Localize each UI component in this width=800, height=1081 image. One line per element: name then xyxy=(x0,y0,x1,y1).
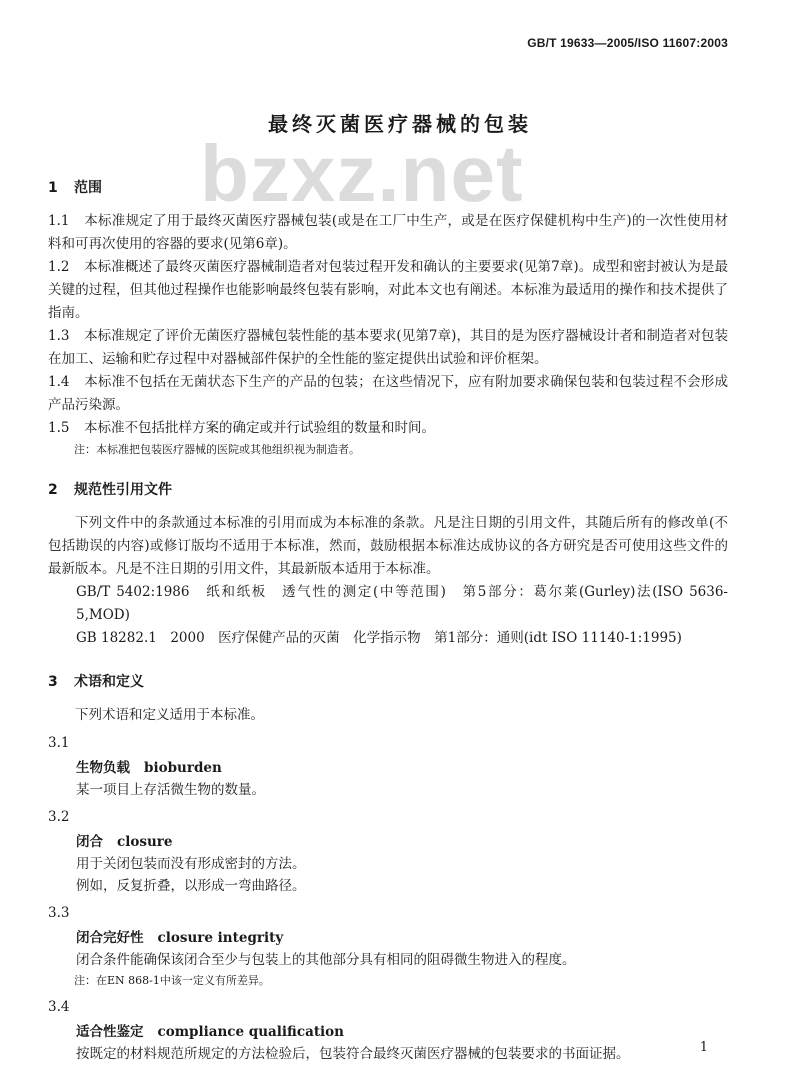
section-heading xyxy=(48,480,728,500)
term-en: closure xyxy=(117,834,173,850)
term-number: 3.1 xyxy=(48,735,70,751)
term-entry xyxy=(48,927,728,949)
note: 注：本标准把包装医疗器械的医院或其他组织视为制造者。 xyxy=(74,443,360,456)
document-body xyxy=(48,178,728,1065)
section-number: 1 xyxy=(48,180,58,196)
page-number: 1 xyxy=(699,1040,708,1055)
term-zh: 生物负载 xyxy=(76,760,130,776)
term-definition: 按既定的材料规范所规定的方法检验后，包装符合最终灭菌医疗器械的包装要求的书面证据。 xyxy=(76,1046,630,1062)
section-title: 规范性引用文件 xyxy=(74,482,172,498)
document-title: 最终灭菌医疗器械的包装 xyxy=(268,112,532,136)
term-en: compliance qualification xyxy=(157,1024,345,1040)
clause-1-2: 1.2 本标准概述了最终灭菌医疗器械制造者对包装过程开发和确认的主要要求(见第7章)。成型和密封被认为是最关键的过程，但其他过程操作也能影响最终包装有影响，对此本文也有阐述。本标准为最适用的操作和技术提供了指南。 xyxy=(48,259,728,321)
watermark: bzxz.net xyxy=(200,129,524,218)
normative-reference: GB 18282.1 2000 医疗保健产品的灭菌 化学指示物 第1部分：通则(idt ISO 11140-1:1995) xyxy=(76,630,682,646)
term-definition: 用于关闭包装而没有形成密封的方法。 xyxy=(76,856,306,872)
section-title: 范围 xyxy=(74,180,102,196)
note: 注：在EN 868-1中该一定义有所差异。 xyxy=(74,974,270,987)
term-example: 例如，反复折叠，以形成一弯曲路径。 xyxy=(76,878,306,894)
section-heading xyxy=(48,672,728,692)
section-title: 术语和定义 xyxy=(74,674,144,690)
clause-1-4: 1.4 本标准不包括在无菌状态下生产的产品的包装；在这些情况下，应有附加要求确保包装和包装过程不会形成产品污染源。 xyxy=(48,374,728,413)
section-number: 2 xyxy=(48,482,58,498)
term-number: 3.4 xyxy=(48,999,70,1015)
section-intro: 下列术语和定义适用于本标准。 xyxy=(75,707,264,723)
standard-code: GB/T 19633—2005/ISO 11607:2003 xyxy=(527,36,728,50)
normative-reference: GB/T 5402:1986 纸和纸板 透气性的测定(中等范围) 第5部分：葛尔莱(Gurley)法(ISO 5636-5,MOD) xyxy=(76,584,728,623)
section-heading xyxy=(48,178,728,198)
term-en: bioburden xyxy=(144,760,222,776)
section-intro: 下列文件中的条款通过本标准的引用而成为本标准的条款。凡是注日期的引用文件，其随后所有的修改单(不包括勘误的内容)或修订版均不适用于本标准，然而，鼓励根据本标准达成协议的各方研究是否可使用这些文件的最新版本。凡是不注日期的引用文件，其最新版本适用于本标准。 xyxy=(48,515,728,577)
term-definition: 某一项目上存活微生物的数量。 xyxy=(76,782,265,798)
term-entry xyxy=(48,831,728,853)
term-number: 3.2 xyxy=(48,809,70,825)
term-entry xyxy=(48,757,728,779)
term-zh: 闭合完好性 xyxy=(76,930,144,946)
term-en: closure integrity xyxy=(157,930,284,946)
term-entry xyxy=(48,1021,728,1043)
clause-1-3: 1.3 本标准规定了评价无菌医疗器械包装性能的基本要求(见第7章)，其目的是为医疗器械设计者和制造者对包装在加工、运输和贮存过程中对器械部件保护的全性能的鉴定提供出试验和评价框架。 xyxy=(48,328,728,367)
term-zh: 适合性鉴定 xyxy=(76,1024,144,1040)
term-number: 3.3 xyxy=(48,905,70,921)
clause-1-1: 1.1 本标准规定了用于最终灭菌医疗器械包装(或是在工厂中生产，或是在医疗保健机构中生产)的一次性使用材料和可再次使用的容器的要求(见第6章)。 xyxy=(48,213,728,252)
term-definition: 闭合条件能确保该闭合至少与包装上的其他部分具有相同的阻碍微生物进入的程度。 xyxy=(76,952,576,968)
section-number: 3 xyxy=(48,674,58,690)
clause-1-5: 1.5 本标准不包括批样方案的确定或并行试验组的数量和时间。 xyxy=(48,420,435,436)
term-zh: 闭合 xyxy=(76,834,103,850)
